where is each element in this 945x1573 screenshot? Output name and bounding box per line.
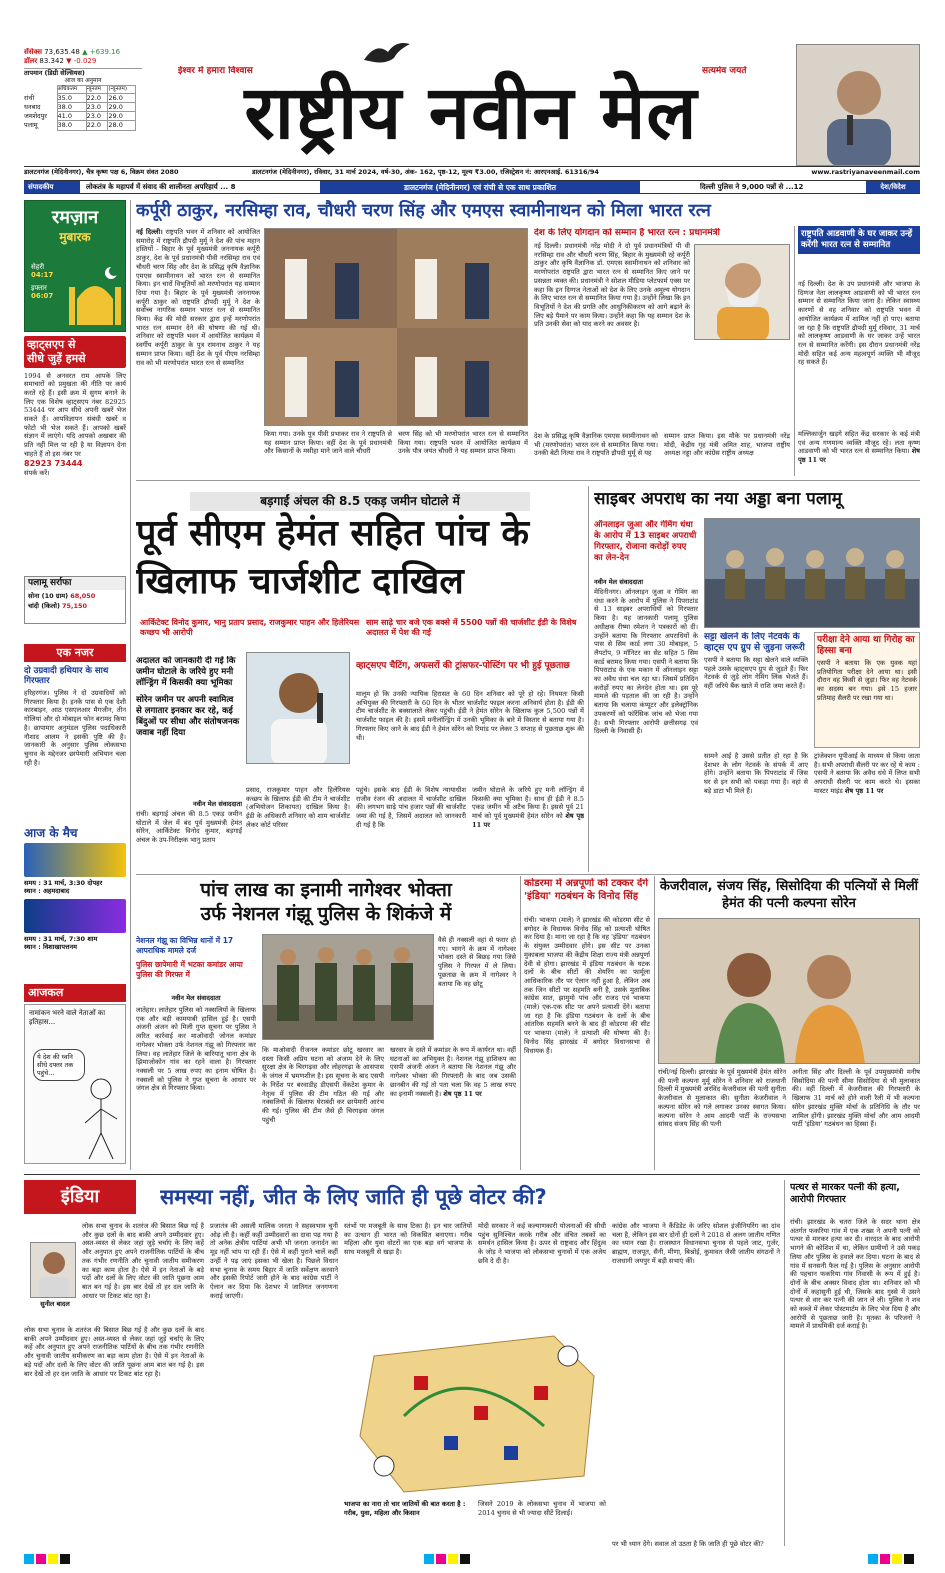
cyber-sub: ऑनलाइन जुआ और गेमिंग धंधा के आरोप में 13 साइबर अपराधी गिरफ्तार, रोजाना करोड़ों रुपए का लेन-देन (594, 520, 697, 563)
hemant-photo (246, 652, 350, 764)
cartoon (24, 1004, 126, 1164)
kalpana-text-2: अनीता सिंह और दिल्ली के पूर्व उपमुख्यमंत्री मनीष सिसोदिया की पत्नी सीमा सिसोदिया से भी मुलाकात की। वहीं दिल्ली में केजरीवाल की गिरफ्तारी के खिलाफ 31 मार्च को होने वाली रैली में भी कल्पना सोरेन झारखंड मुक्ति मोर्चा के प्रतिनिधि के तौर पर शामिल होंगी। झारखंड मुक्ति मोर्चा और आम आदमी पार्टी 'इंडिया' गठबंधन का हिस्सा हैं। (792, 1068, 920, 1129)
iftar-time: 06:07 (31, 292, 54, 301)
author-photo (796, 44, 920, 166)
bhokta-bullet-2: पुलिस छापेमारी में भटका कमांडर आया पुलिस की गिरफ्त में (136, 960, 243, 979)
hemant-subtext: मालूम हो कि उनकी न्यायिक हिरासत के 60 दिन शनिवार को पूरे हो रहे। नियमतः किसी अभियुक्त की गिरफ्तारी के 60 दिन के भीतर चार्जशीट फाइल करना अनिवार्य होता है। ईडी की टीम चार्जशीट के बक्सालाते लेकर पहुंची। ईडी ने हेमंत सोरेन के खिलाफ कुल 5,500 पन्नों में चार्जशीट फाइल की है। इसमें मनीलॉन्ड्रिंग में उनकी भूमिका के बारे में विस्तार से बताया गया है। गिरफ्तार किए जाने के बाद ईडी ने हेमंत सोरेन को रिमांड पर लेकर 3 सप्ताह से पूछताछ शुरू की थी। (356, 690, 584, 742)
lead-dateline: नई दिल्ली। (136, 228, 163, 236)
cyber-box-2 (814, 632, 920, 748)
world-tag[interactable]: देश/विदेश (866, 181, 920, 194)
india-text-2: प्रजातंत्र की असली मालिक जनता ने सहस्वभाव चुनी ओढ़ ली है। कहीं कहीं उम्मीदवारों का दावा पढ़ गया है तो अनेक क्षेत्रीय पार्टियां अभी भी जनता जनार्दन का मूड नहीं भांप पा रही हैं। ऐसे में कहीं पुराने चालें कहीं उन्हीं ने पढ़ जाएं इसका भी खेला है। पिछले विधान सभा चुनाव के समय बिहार में जाति सर्वेक्षण करवाने और इसकी रिपोर्ट जारी होने के बाद कांग्रेस पार्टी ने ऐलान कर दिया कि देशभर में जातिगत जनगणना कराई जाएगी। (210, 1222, 338, 1300)
whatsapp-line2: सीधे जुड़ें हमसे (27, 351, 86, 365)
india-text-5: कांग्रेस और भाजपा ने कैंडिडेट के जरिए सोशल इंजीनियरिंग का दांव चला है, लेकिन इस बार दोनों ही दलों ने 2018 से अलग जातीय गणित का ध्यान रखा है। राजस्थान विधानसभा चुनाव से पहले जाट, गुर्जर, ब्राह्मण, राजपूत, सैनी, मीणा, बिश्नोई, कुमावत जैसी जातीय संगठनों ने राजधानी जयपुर में बड़ी सभाएं कीं। (612, 1222, 780, 1265)
cartoon-figure-icon (79, 1075, 123, 1161)
cyber-text-3-body: ट्रांजेक्शन यूपीआई के माध्यम से किया जाता है। सभी अपराधी सैलरी पर कर रहे थे काम : एसपी ने बताया कि अवैध धंधे में लिप्त सभी अपराधी सैलरी पर काम करते थे। इसका मास्टर माइंड (814, 752, 920, 795)
ramzan-title: रमज़ान (51, 207, 99, 228)
edition-banner: डालटनगंज (मेदिनीनगर) एवं रांची से एक साथ प्रकाशित (320, 181, 640, 194)
delhi-teaser[interactable]: दिल्ली पुलिस ने 9,000 पन्नों से ...12 (700, 183, 804, 191)
india-text-4: मोदी सरकार ने कई कल्याणकारी योजनाओं की सीधी पहुंच सुनिश्चित करके गरीब और वंचित तबकों का समर्थन हासिल किया है। ऊपर से राष्ट्रवाद और हिंदुत्व के जोड़ ने भाजपा को लोकसभा चुनावों में एक अजेय छवि दे दी है। (478, 1222, 606, 1265)
cyber-photo (704, 518, 920, 628)
topbar (24, 180, 920, 194)
bhokta-text-4: वैसे ही नक्सली वहां से फरार हो गए। भागने के क्रम में नागेश्वर भोक्ता दस्ते से बिछड़ गया जिसे पुलिस ने गिरफ्त में ले लिया। पूछताछ के क्रम में नागेश्वर ने बताया कि वह छोटू (438, 936, 516, 988)
sensex-value: 73,635.48 (44, 48, 80, 56)
hemant-kicker: बड़गाईं अंचल की 8.5 एकड़ जमीन घोटाले में (190, 492, 530, 511)
match2-graphic (24, 899, 126, 933)
bhokta-headline-2: उर्फ नेशनल गंझू पुलिस के शिकंजे में (200, 903, 452, 925)
temperature-table: अधिकतम न्यूनतम (न्यूनतम) रांची 35.0 22.0 26.0 धनबाद 38.0 23.0 29.0 जमशेदपुर 41.0 23.0 29.0 पलामू 38.0 22.0 28.0 (24, 85, 136, 130)
cyber-bureau: नवीन मेल संवाददाता (594, 578, 643, 586)
pm-headline: देश के लिए योगदान को सम्मान है भारत रत्न : प्रधानमंत्री (534, 228, 720, 238)
ludo-board-graphic (344, 1316, 608, 1498)
cyber-continuation[interactable]: शेष पृष्ठ 11 पर (844, 786, 884, 795)
hemant-subhead: व्हाट्सएप चैटिंग, अफसरों की ट्रांसफर-पोस्टिंग पर भी हुई पूछताछ (356, 661, 570, 671)
temperature-subtitle: आज का अनुमान (64, 76, 102, 84)
bhokta-headline-1: पांच लाख का इनामी नागेश्वर भोक्ता (200, 879, 452, 901)
hemant-text-2: प्रसाद, राजकुमार पाहन और हिलेरियस कच्छप के खिलाफ ईडी की टीम ने चार्जशीट (अभियोजन शिकायत) दाखिल किया है। ईडी के अधिकारी शनिवार को शाम चार्जशीट लेकर कोर्ट परिसर (246, 786, 350, 829)
tagline: ईश्वर में हमारा विश्वास (178, 66, 253, 76)
match-title: आज के मैच (24, 826, 78, 840)
hemant-side: साम साढ़े चार बजे एक बक्से में 5500 पन्नों की चार्जशीट ईडी के विशेष अदालत में पेश की गई (366, 618, 577, 637)
patthar-text: रांची। झारखंड के चतरा जिले के सदर थाना क्षेत्र अंतर्गत फकरिया गांव में एक शख्स ने अपनी पत्नी को पत्थर से मारकर हत्या कर दी। वारदात के बाद आरोपी भागने की कोशिश में था, लेकिन ग्रामीणों ने उसे पकड़ लिया और पुलिस के हवाले कर दिया। घटना के बाद से गांव में सनसनी फैल गई है। पुलिस के अनुसार आरोपी की पहचान फकरिया गांव निवासी के रूप में हुई है। दोनों के बीच अक्सर विवाद होता था। शनिवार को भी दोनों में कहासुनी हुई थी, जिसके बाद गुस्से में उसने पत्थर से वार कर पत्नी की जान ले ली। पुलिस ने शव को कब्जे में लेकर पोस्टमार्टम के लिए भेज दिया है और आरोपी से पूछताछ जारी है। मृतका के परिजनों ने मामले में प्राथमिकी दर्ज कराई है। (790, 1218, 920, 1331)
temperature-title: तापमान (डिग्री सेल्सियस) (24, 68, 142, 77)
eknajar-title: एक नजर (24, 644, 126, 662)
cyber-box-1 (704, 632, 808, 748)
ramzan-subtitle: मुबारक (59, 229, 91, 244)
bhokta-text-2: कि माओवादी रीजनल कमांडर छोटू खरवार का दस्ता किसी अप्रिय घटना को अंजाम देने के लिए सुरक्षा क्षेत्र के चिरगढ़वा और लोहरगढ़ा के आसपास के जंगल में भ्रमणशील है। इस सूचना के बाद एसपी के निर्देश पर बरवाडीह डीएसपी वेंकटेश कुमार के नेतृत्व में पुलिस की टीम गठित की गई और नक्सलियों के खिलाफ घेराबंदी कर छापेमारी आरंभ की गई। पुलिस की टीम जैसे ही चिरगढ़वा जंगल पहुंची (262, 1046, 384, 1124)
cyber-headline: साइबर अपराध का नया अड्डा बना पलामू (594, 489, 842, 509)
hemant-bullet-2: सोरेन जमीन पर अपनी स्वामित्व से लगातार इनकार कर रहे, कई बिंदुओं पर सीधा और संतोषजनक जवाब नहीं दिया (136, 695, 240, 738)
hemant-headline-1: पूर्व सीएम हेमंत सहित पांच के (136, 513, 529, 554)
lead-continuation[interactable]: शेष पृष्ठ 11 पर (798, 447, 920, 465)
match-box (24, 826, 126, 976)
masthead-title: राष्ट्रीय नवीन मेल (244, 70, 698, 156)
india-text-3: स्तंभों पर मजबूती के साथ टिका है। इन चार जातियों का उत्थान ही भारत को विकसित बनाएगा। गरीब महिला और युवा वोटरों का एक बड़ा वर्ग भाजपा के साथ मजबूती से खड़ा है। (344, 1222, 472, 1257)
india-caption-left: भाजपा का नारा तो चार जातियों की बात करता है : गरीब, युवा, महिला और किसान (344, 1500, 466, 1517)
author-name: सुनील बादल (40, 1300, 70, 1308)
whatsapp-box (24, 336, 126, 570)
cyber-box2-headline: परीक्षा देने आया था गिरोह का हिस्सा बना (817, 635, 915, 656)
pm-text3: सम्मान प्राप्त किया। इस मौके पर प्रधानमंत्री नरेंद्र मोदी, केंद्रीय गृह मंत्री अमित शाह, भाजपा राष्ट्रीय अध्यक्ष नड्डा और कांग्रेस राष्ट्रीय अध्यक्ष (664, 432, 790, 458)
sensex-change: ▲ +639.16 (82, 48, 121, 56)
motto: सत्यमेव जयते (702, 66, 747, 76)
silver-label: चांदी (किलो) (28, 602, 60, 611)
hemant-accused: आर्किटेक्ट विनोद कुमार, भानु प्रताप प्रसाद, राजकुमार पाहन और हिलेरियस कच्छप भी आरोपी (140, 618, 360, 637)
hemant-headline-2: खिलाफ चार्जशीट दाखिल (136, 561, 464, 602)
mosque-icon (67, 265, 123, 327)
match1-place: स्थान : अहमदाबाद (24, 887, 70, 896)
cyber-box1-text: एसपी ने बताया कि सट्टा खेलने वाले व्यक्ति पहले उसके व्हाट्सएप ग्रुप से जुड़ते हैं। फिर नेटवर्क से जुड़े लोग गेमिंग लिंक भेजते हैं। वहीं जरिये बैंक खाते में राशि जमा करते हैं। (704, 656, 808, 691)
lead-col3: चरण सिंह को भी मरणोपरांत भारत रत्न से सम्मानित किया गया। राष्ट्रपति भवन में आयोजित कार्यक्रम में उनके पौत्र जयंत चौधरी ने यह सम्मान प्राप्त किया। (398, 430, 528, 456)
dollar-change: ▼ -0.029 (66, 56, 97, 65)
whatsapp-number[interactable]: 82923 73444 (24, 458, 83, 468)
hemant-text-4-body: जमीन घोटाले के जरिये हुए मनी लॉन्ड्रिंग में किसकी क्या भूमिका है। साथ ही ईडी ने 8.5 एकड़ जमीन भी अटैच किया है। इससे पूर्व 21 मार्च को पूर्व मुख्यमंत्री हेमंत सोरेन को (472, 786, 584, 821)
kalpana-photo (658, 918, 920, 1064)
lead-headline: कर्पूरी ठाकुर, नरसिम्हा राव, चौधरी चरण सिंह और एमएस स्वामीनाथन को मिला भारत रत्न (136, 201, 711, 221)
sehri-time: 04:17 (31, 271, 54, 280)
pm-text2: देश के प्रसिद्ध कृषि वैज्ञानिक एमएस स्वामीनाथन को भी (मरणोपरांत) भारत रत्न से सम्मानित किया गया। उनकी बेटी नित्या राव ने राष्ट्रपति द्रौपदी मुर्मू से यह (534, 432, 658, 458)
bhokta-continuation[interactable]: शेष पृष्ठ 11 पर (443, 1089, 482, 1098)
eknajar-headline: दो उग्रवादी हथियार के साथ गिरफ्तार (24, 665, 109, 687)
hemant-text-1: रांची। बड़गाई अंचल की 8.5 एकड़ जमीन घोटाले में जेल में बंद पूर्व मुख्यमंत्री हेमंत सोरेन, आर्किटेक्ट विनोद कुमार, बड़गाईं अंचल के उप-निरीक्षक भानु प्रताप (136, 810, 242, 845)
advani-headline: राष्ट्रपति आडवाणी के घर जाकर उन्हें करेंगी भारत रत्न से सम्मानित (798, 226, 920, 254)
cyber-box2-text: एसपी ने बताया कि एक युवक यहां प्रतियोगिता परीक्षा देने आया था। इसी दौरान वह किसी से जुड़ा। फिर वह नेटवर्क का सदस्य बन गया। इसे 15 हजार प्रतिमाह सैलरी पर रखा गया था। (817, 659, 917, 702)
bhokta-bullet-1: नेशनल गंझू का विभिन्न थानों में 17 आपराधिक मामले दर्ज (136, 936, 234, 955)
ramzan-box (24, 200, 126, 332)
lead-text-1: राष्ट्रपति भवन में शनिवार को आयोजित समारोह में राष्ट्रपति द्रौपदी मुर्मू ने देश की पांच महान हस्तियों - बिहार के पूर्व मुख्यमंत्री जननायक कर्पूरी ठाकुर, देश के पूर्व प्रधानमंत्री पीवी नरसिम्हा राव एवं चौधरी चरण सिंह और देश के प्रसिद्ध कृषि वैज्ञानिक एमएस स्वामीनाथन को भारत रत्न से सम्मानित किया। इन चारों विभूतियों को मरणोपरांत यह सम्मान दिया गया है। बिहार के पूर्व मुख्यमंत्री जननायक कर्पूरी ठाकुर को राष्ट्रपति द्रौपदी मुर्मू ने देश के सर्वोच्च नागरिक सम्मान भारत रत्न से सम्मानित किया। केंद्र की मोदी सरकार द्वारा इन्हें मरणोपरांत भारत रत्न सम्मान देने की घोषणा की गई थी। शनिवार को राष्ट्रपति भवन में आयोजित कार्यक्रम में स्वर्गीय कर्पूरी ठाकुर के पुत्र रामनाथ ठाकुर ने यह सम्मान प्राप्त किया। वहीं देश के पूर्व पीएम नरसिम्हा राव को भी मरणोपरांत भारत रत्न से सम्मानित (136, 228, 260, 367)
bhokta-bullets (136, 936, 256, 990)
advani-text: नई दिल्ली। देश के उप प्रधानमंत्री और भाजपा के दिग्गज नेता लालकृष्ण आडवाणी को भी भारत रत्न सम्मान से सम्मानित किया जाना है। लेकिन स्वास्थ्य कारणों से वह शनिवार को राष्ट्रपति भवन में आयोजित कार्यक्रम में शामिल नहीं हो पाए। बताया जा रहा है कि राष्ट्रपति द्रौपदी मुर्मू रविवार, 31 मार्च को लालकृष्ण आडवाणी के घर जाकर उन्हें भारत रत्न से सम्मानित करेंगी। इस दौरान प्रधानमंत्री नरेंद्र मोदी सहित कई अन्य महत्वपूर्ण व्यक्ति भी मौजूद रह सकते हैं। (798, 280, 920, 367)
cyber-text-2: सामने आई है उससे प्रतीत हो रहा है कि देशभर के लोग नेटवर्क के संपर्क में आए होंगे। उन्होंने बताया कि पिपराटांड में जिस घर से इन सभी को पकड़ा गया है। वहां से बड़े डाटा भी मिले हैं। (704, 752, 808, 795)
market-box (24, 48, 142, 166)
sensex-label: सेंसेक्स (24, 48, 42, 56)
color-bar (24, 1554, 920, 1564)
india-headline: समस्या नहीं, जीत के लिए जाति ही पूछे वोटर की? (160, 1185, 547, 1209)
sehri-label: सेहरी (31, 263, 45, 271)
cyber-box1-headline: सट्टा खेलने के लिए नेटवर्क के व्हाट्स एप ग्रुप से जुड़ना जरूरी (704, 632, 805, 653)
whatsapp-banner[interactable] (24, 336, 126, 368)
author-badal-photo (30, 1242, 76, 1298)
cartoon-bubble: ये देश की ध्वनि सीधे दफ्तर तक पहुंचे... (33, 1049, 85, 1081)
advani-text2 (798, 430, 920, 474)
hemant-bullets (136, 656, 242, 796)
bird-logo-icon (362, 38, 412, 70)
hemant-bureau: नवीन मेल संवाददाता (193, 800, 242, 808)
alliance-text: रांची। भाकपा (माले) ने झारखंड की कोडरमा सीट से बगोदर के विधायक विनोद सिंह को प्रत्याशी घोषित कर दिया है। माना जा रहा है कि वह 'इंडिया' गठबंधन के संयुक्त उम्मीदवार होंगे। इस सीट पर उनका मुकाबला भाजपा की केंद्रीय शिक्षा राज्य मंत्री अन्नपूर्णा देवी से होगा। झारखंड में इंडिया गठबंधन के घटक दलों के बीच सीटों की शेयरिंग का फार्मूला आधिकारिक तौर पर ऐलान नहीं हुआ है, लेकिन अब तक जिन सीटों पर सहमति बनी है, उसके मुताबिक कांग्रेस सात, झामुमो पांच और राजद एवं भाकपा (माले) एक-एक सीट पर अपने प्रत्याशी देंगे। बताया जा रहा है कि इंडिया गठबंधन के दलों के बीच आंतरिक सहमति बनने के बाद ही कोडरमा की सीट पर भाकपा (माले) ने प्रत्याशी की घोषणा की है। विनोद सिंह झारखंड में बगोदर विधानसभा से विधायक हैं। (524, 916, 650, 1055)
hemant-text-4 (472, 786, 584, 870)
sarrafa-title: पलामू सर्राफा (25, 577, 125, 590)
india-text-6: जिसने 2019 के लोकसभा चुनाव में भाजपा को 2014 चुनाव से भी ज्यादा सीटें दिलाईं। (478, 1500, 606, 1517)
iftar-label: इफ्तार (31, 283, 47, 292)
silver-value: 75,150 (62, 602, 88, 611)
india-text-1b: लोक सभा चुनाव के शतरंज की बिसात बिछ गई है और कुछ दलों के बाद बाकी अपने उम्मीदवार हुए। अस्त-व्यस्त से लेकर जहां जुड़े चर्चाएं के लिए कहें और अनुपात हुए अपने राजनीतिक पार्टियों के बीच तक गंभीर रणनीति और चुनावी जातीय समीकरण का बड़ा काम होता है। ऐसे में इन नेताओं के बड़े पदों और दलों के लिए वोटर की जाति पूछना आम बात बन गई है। इस बार देखें तो हर दल जाति के आधार पर टिकट बांट रहा है। (24, 1326, 204, 1378)
sarrafa-box (24, 576, 126, 624)
patthar-headline: पत्थर से मारकर पत्नी की हत्या, आरोपी गिरफ्तार (790, 1182, 900, 1205)
hemant-continuation[interactable]: शेष पृष्ठ 11 पर (472, 812, 584, 829)
alliance-headline: कोडरमा में अन्नपूर्णा को टक्कर देंगे 'इंडिया' गठबंधन के विनोद सिंह (524, 878, 648, 902)
pm-text: नई दिल्ली। प्रधानमंत्री नरेंद्र मोदी ने दो पूर्व प्रधानमंत्रियों पी वी नरसिम्हा राव और चौधरी चरण सिंह, बिहार के मुख्यमंत्री रहे कर्पूरी ठाकुर और कृषि वैज्ञानिक डॉ. एमएस स्वामीनाथन को शनिवार को मरणोपरांत राष्ट्रपति द्वारा भारत रत्न से सम्मानित किए जाने पर प्रसन्नता व्यक्त की। प्रधानमंत्री ने सोशल मीडिया प्लेटफार्म एक्स पर कहा कि इन दिग्गज नेताओं को देश के लिए उनके अमूल्य योगदान के लिए भारत रत्न से सम्मानित किया गया है। उन्होंने लिखा कि इन विभूतियों ने देश की प्रगति और आधुनिकीकरण को आगे बढ़ाने के लिए बड़े पैमाने पर काम किया। उन्होंने कहा कि यह सम्मान देश के प्रति उनकी सेवा को याद करने का अवसर है। (534, 242, 690, 329)
kalpana-headline: केजरीवाल, संजय सिंह, सिसोदिया की पत्नियों से मिलीं हेमंत की पत्नी कल्पना सोरेन (659, 879, 919, 911)
match2-time: समय : 31 मार्च, 7:30 शाम (24, 935, 98, 944)
advani-text2-body: मल्लिकार्जुन खड़गे सहित केंद्र सरकार के कई मंत्री एवं अन्य गणमान्य व्यक्ति मौजूद रहे। लता कृष्ण आडवाणी को भी भारत रत्न से सम्मानित किया। (798, 430, 920, 456)
hemant-text-3: पहुंचे। इसके बाद ईडी के विशेष न्यायाधीश राजीव रंजन की अदालत में चार्जशीट दाखिल की। लगभग साढ़े पांच हजार पन्नों की चार्जशीट जमा की गई है, जिसमें अदालत को जानकारी दी गई है कि (356, 786, 466, 829)
gold-value: 68,050 (70, 592, 96, 601)
bhokta-text-3 (390, 1046, 516, 1170)
india-text-1: लोक सभा चुनाव के शतरंज की बिसात बिछ गई है और कुछ दलों के बाद बाकी अपने उम्मीदवार हुए। अस्त-व्यस्त से लेकर जहां जुड़े चर्चाएं के लिए कहें और अनुपात हुए अपने राजनीतिक पार्टियों के बीच तक गंभीर रणनीति और चुनावी जातीय समीकरण का बड़ा काम होता है। ऐसे में इन नेताओं के बड़े पदों और दलों के लिए वोटर की जाति पूछना आम बात बन गई है। इस बार देखें तो हर दल जाति के आधार पर टिकट बांट रहा है। (82, 1222, 204, 1300)
editorial-teaser[interactable]: लोकतंत्र के महापर्व में संवाद की शालीनता अपरिहार्य ... 8 (86, 183, 236, 191)
bhokta-text-3-body: खरवार के दस्ते में कमांडर के रूप में कार्यरत था। वहीं घटनाओं का अभियुक्त है। नेशनल गंझू हाशिकप का एसपी अंजनी अंजन ने बताया कि नेशनल गंझू और नागेश्वर भोक्ता की गिरफ्तारी के बाद जब उसकी छानबीन की गई तो पता चला कि वह 5 लाख रुपए का इनामी नक्सली है। (390, 1046, 516, 1098)
bhokta-bureau: नवीन मेल संवाददाता (171, 994, 221, 1002)
bhokta-photo (262, 934, 434, 1040)
whatsapp-end: संपर्क करें। (24, 468, 50, 477)
eknajar-text: हरिहरगंज। पुलिस ने दो उग्रवादियों को गिरफ्तार किया है। इनके पास से एक देशी कारबाइन, आठ एसएलआर मैगजीन, तीन गोलियां और दो मोबाइल फोन बरामद किया है। छापामार अनुमंडल पुलिस पदाधिकारी नौशाद आलम ने इसकी पुष्टि की है। जानकारी के अनुसार पुलिस लोकसभा चुनाव के मद्देनजर छापेमारी अभियान चला रही है। (24, 689, 126, 767)
hemant-bullet-1: अदालत को जानकारी दी गई कि जमीन घोटाले के जरिये हुए मनी लॉन्ड्रिंग में किसकी क्या भूमिका (136, 656, 236, 688)
india-section-label: इंडिया (24, 1180, 136, 1214)
match1-graphic (24, 843, 126, 877)
india-text-7: पर भी ध्यान देंगे। सवाल तो उठता है कि जाति ही पूछे वोटर की? (612, 1540, 764, 1548)
website-link[interactable]: www.rastriyanaveenmail.com (811, 168, 920, 176)
cartoon-caption: नामांकन भरने वाले नेताओं का इतिहास... (29, 1008, 106, 1026)
whatsapp-line1: व्हाट्सएप से (27, 338, 76, 351)
dollar-value: 83.342 (39, 56, 64, 65)
bharat-ratna-photo (264, 228, 528, 426)
dateline-left: डालटनगंज (मेदिनीनगर), चैत्र कृष्ण पक्ष 6, विक्रम संवत 2080 (24, 168, 179, 176)
eknajar-box (24, 644, 126, 824)
dollar-label: डॉलर (24, 56, 38, 65)
dateline-main: डालटनगंज (मेदिनीनगर), रविवार, 31 मार्च 2024, वर्ष-30, अंक- 162, पृष्ठ-12, मूल्य ₹3.00, रजिस्ट्रेशन नं: आरएनआई. 61316/94 (252, 168, 599, 176)
kalpana-text-1: रांची/नई दिल्ली। झारखंड के पूर्व मुख्यमंत्री हेमंत सोरेन की पत्नी कल्पना मुर्मू सोरेन ने शनिवार को राजधानी दिल्ली में मुख्यमंत्री अरविंद केजरीवाल की पत्नी सुनीता केजरीवाल से मुलाकात की। सुनीता केजरीवाल ने कल्पना सोरेन को गले लगाकर उनका स्वागत किया। कल्पना सोरेन ने आम आदमी पार्टी के राज्यसभा सांसद संजय सिंह की पत्नी (658, 1068, 786, 1129)
editorial-tag[interactable]: संपादकीय (24, 181, 80, 194)
cyber-text-3 (814, 752, 920, 872)
lead-col1 (136, 228, 260, 436)
bhokta-text-1: लातेहार। लातेहार पुलिस को नक्सलियों के खिलाफ एक और बड़ी कामयाबी हासिल हुई है। एसपी अंजनी अंजन को मिली गुप्त सूचना पर पुलिस ने त्वरित कार्रवाई कर माओवादी जोनल कमांडर नागेश्वर भोक्ता उर्फ नेशनल गंझू को गिरफ्तार कर लिया। वह लातेहार जिले के बारियातू थाना क्षेत्र के झिमाजोकोन गांव का रहने वाला है। गिरफ्तार नक्सली पर 5 लाख रुपए का इनाम घोषित है। नक्सली को पुलिस ने गुप्त सूचना के आधार पर जंगल क्षेत्र से गिरफ्तार किया। (136, 1006, 256, 1093)
whatsapp-text: 1994 से अनवरत राम आपके लिए समाचारों को प्रमुखता की नीति पर कार्य करते रहे हैं। इसी क्रम में सुगम बनाने के लिए एक विशेष व्हाट्सएप नंबर 82925 53444 पर आप सीधे अपनी खबरें भेज सकते हैं। आपविज्ञापन संबंधी खबरें व फोटो भी भेज सकते हैं। आपको खबरें संज्ञान में लाएंगे। यदि आपको अखबार की प्रति नहीं मिल पा रही है या विज्ञापन देना चाहते हैं तो इस नंबर पर (24, 371, 126, 458)
cyber-text: मेदिनीनगर। ऑनलाइन जुआ व गेमिंग का धंधा करने के आरोप में पुलिस ने पिपराटांड से 13 साइबर अपराधियों को गिरफ्तार किया है। यह जानकारी पलामू पुलिस अधीक्षक रीष्मा रमेशन ने पत्रकारों को दी। उन्होंने बताया कि गिरफ्तार अपराधियों के पास से सिम कार्ड लगा 30 मोबाइल, 5 लैपटॉप, 9 मॉनिटर का सेट सहित 5 सिम कार्ड बरामद किया गया। एसपी ने बताया कि पिपराटांड के एक मकान में ऑनलाइन सट्टा का अवैध धंधा चल रहा था। जिसमें प्रतिदिन करोड़ों रुपए का लेनदेन होता था। इस पूरे मामले की पड़ताल की जा रही है। उन्होंने बताया कि चलाया कंप्यूटर और इलेक्ट्रॉनिक उपकरणों को फॉरेंसिक जांच को भेजा गया है। सभी गिरफ्तार आरोपी छत्तीसगढ़ एवं दिल्ली के निवासी हैं। (594, 588, 698, 736)
aajkal-box (24, 984, 126, 1170)
gold-label: सोना (10 ग्राम) (28, 592, 69, 601)
aajkal-title: आजकल (24, 984, 126, 1002)
modi-photo (694, 244, 790, 340)
match2-place: स्थान : विशाखापत्तनम (24, 943, 78, 952)
match1-time: समय : 31 मार्च, 3:30 दोपहर (24, 879, 103, 887)
lead-col2: किया गया। उनके पुत्र पीवी प्रभाकर राव ने राष्ट्रपति से यह सम्मान प्राप्त किया। वहीं देश के पूर्व प्रधानमंत्री और किसानों के मसीहा माने जाने वाले चौधरी (264, 430, 392, 456)
